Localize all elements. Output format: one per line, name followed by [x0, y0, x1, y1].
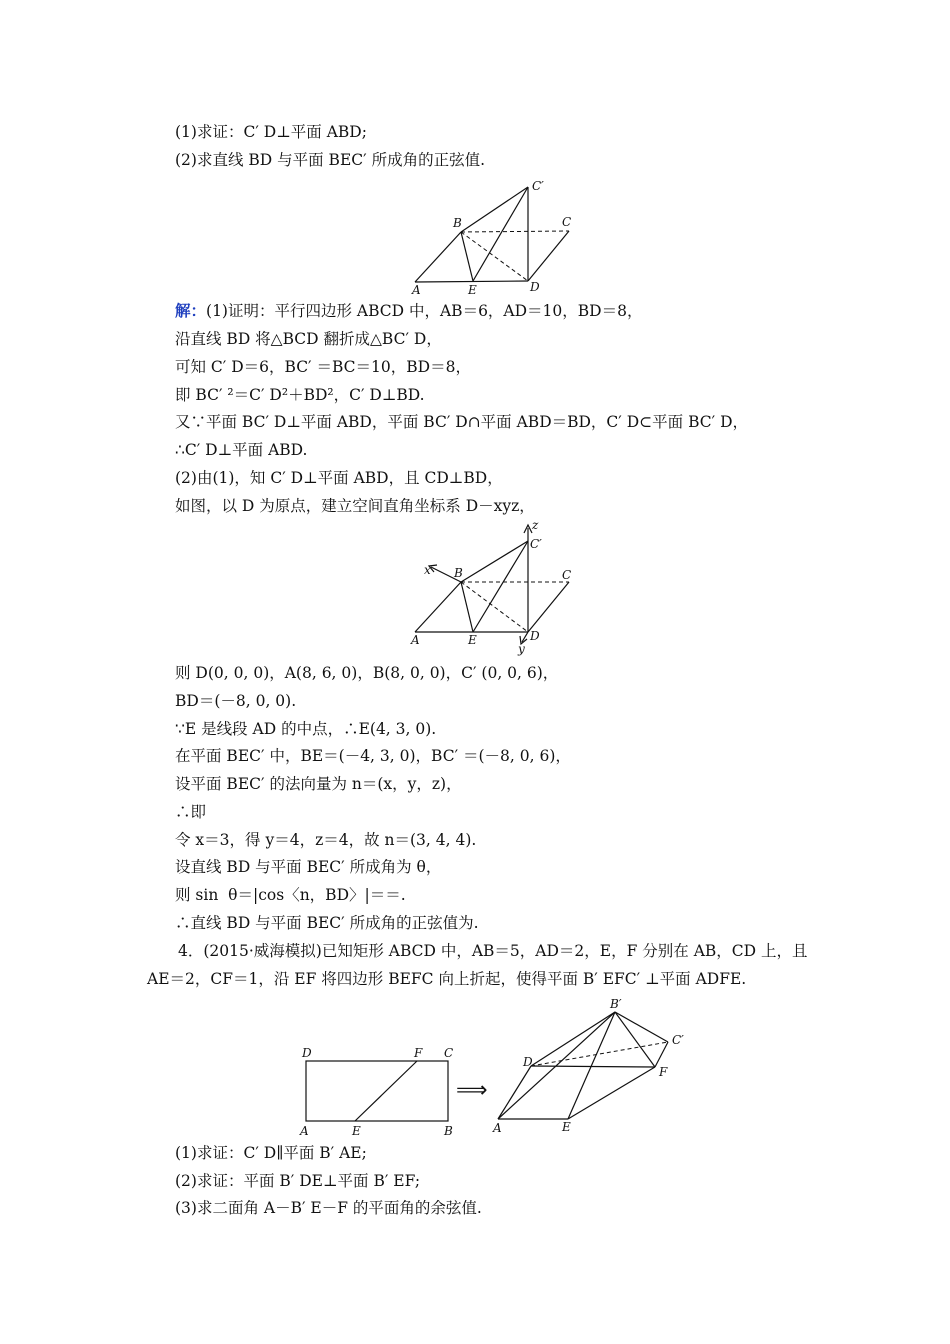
- solution-line-5: 又∵平面 BC′ D⊥平面 ABD，平面 BC′ D∩平面 ABD＝BD，C′ D⊂平面 BC′ D，: [175, 413, 748, 431]
- fig3-label-a: A: [300, 1124, 309, 1138]
- figure-3-rectangle: [295, 1040, 465, 1140]
- arrow-icon: ⟹: [456, 1078, 488, 1103]
- solution-line-6: ∴C′ D⊥平面 ABD.: [175, 441, 308, 459]
- solution-line-7: (2)由(1)，知 C′ D⊥平面 ABD，且 CD⊥BD，: [175, 469, 503, 487]
- fig4-label-f: F: [659, 1065, 668, 1079]
- problem4-question-2: (2)求证：平面 B′ DE⊥平面 B′ EF;: [175, 1172, 421, 1190]
- solution2-line-2: BD＝(－8, 0, 0).: [175, 692, 297, 710]
- fig2-label-e: E: [468, 633, 477, 647]
- solution2-line-6: ∴即: [175, 803, 207, 821]
- figure-1: [400, 175, 590, 295]
- fig2-label-d: D: [530, 629, 540, 643]
- fig2-label-c: C: [562, 568, 572, 582]
- fig1-label-d: D: [530, 280, 540, 294]
- fig3-label-c: C: [444, 1046, 454, 1060]
- question-2: (2)求直线 BD 与平面 BEC′ 所成角的正弦值.: [175, 151, 485, 169]
- fig2-label-x: x: [424, 563, 431, 577]
- solution-line-8: 如图，以 D 为原点，建立空间直角坐标系 D－xyz，: [175, 497, 535, 515]
- fig2-label-a: A: [411, 633, 420, 647]
- fig3-label-e: E: [352, 1124, 361, 1138]
- fig1-label-b: B: [453, 216, 462, 230]
- fig2-label-y: y: [518, 642, 525, 656]
- solution-line-3: 可知 C′ D＝6，BC′ ＝BC＝10，BD＝8，: [175, 358, 471, 376]
- question-1: (1)求证：C′ D⊥平面 ABD;: [175, 123, 367, 141]
- solution-line-1: 解：(1)证明：平行四边形 ABCD 中，AB＝6，AD＝10，BD＝8，: [175, 301, 643, 320]
- solution2-line-5: 设平面 BEC′ 的法向量为 n＝(x，y，z)，: [175, 775, 462, 793]
- fig1-label-c-prime: C′: [532, 179, 544, 193]
- fig1-label-e: E: [468, 283, 477, 297]
- solution2-line-1: 则 D(0, 0, 0)，A(8, 6, 0)，B(8, 0, 0)，C′ (0, 0, 6)，: [175, 664, 559, 682]
- fig2-label-b: B: [454, 566, 463, 580]
- fig4-label-d: D: [523, 1055, 533, 1069]
- fig4-label-c-prime: C′: [672, 1033, 684, 1047]
- solution2-line-9: 则 sin θ＝|cos〈n，BD〉|＝＝.: [175, 886, 406, 904]
- problem4-question-1: (1)求证：C′ D∥平面 B′ AE;: [175, 1144, 367, 1162]
- fig3-label-b: B: [444, 1124, 453, 1138]
- solution2-line-10: ∴直线 BD 与平面 BEC′ 所成角的正弦值为.: [175, 914, 479, 932]
- fig2-label-c-prime: C′: [530, 537, 542, 551]
- fig3-label-f: F: [414, 1046, 423, 1060]
- solution2-line-3: ∵E 是线段 AD 的中点，∴E(4, 3, 0).: [175, 720, 437, 738]
- problem4-line-2: AE＝2，CF＝1，沿 EF 将四边形 BEFC 向上折起，使得平面 B′ EFC′ ⊥平面 ADFE.: [147, 970, 747, 988]
- solution2-line-8: 设直线 BD 与平面 BEC′ 所成角为 θ，: [175, 858, 442, 876]
- solution-line-4: 即 BC′ ²＝C′ D²＋BD²，C′ D⊥BD.: [175, 386, 425, 404]
- fig1-label-a: A: [412, 283, 421, 297]
- problem4-question-3: (3)求二面角 A－B′ E－F 的平面角的余弦值.: [175, 1199, 482, 1217]
- problem4-line-1: 4．(2015·威海模拟)已知矩形 ABCD 中，AB＝5，AD＝2，E，F 分别在 AB，CD 上，且: [178, 942, 808, 960]
- fig1-label-c: C: [562, 215, 572, 229]
- solution-label: 解：: [175, 301, 207, 320]
- figure-2: [400, 515, 590, 660]
- solution-line-2: 沿直线 BD 将△BCD 翻折成△BC′ D，: [175, 330, 442, 348]
- fig4-label-a: A: [493, 1121, 502, 1135]
- fig4-label-e: E: [562, 1120, 571, 1134]
- solution2-line-4: 在平面 BEC′ 中，BE＝(－4, 3, 0)，BC′ ＝(－8, 0, 6)，: [175, 747, 571, 765]
- fig2-label-z: z: [532, 518, 539, 532]
- fig3-label-d: D: [302, 1046, 312, 1060]
- figure-4-folded: [490, 997, 690, 1140]
- solution2-line-7: 令 x＝3，得 y＝4，z＝4，故 n＝(3, 4, 4).: [175, 831, 477, 849]
- fig4-label-b-prime: B′: [610, 997, 622, 1011]
